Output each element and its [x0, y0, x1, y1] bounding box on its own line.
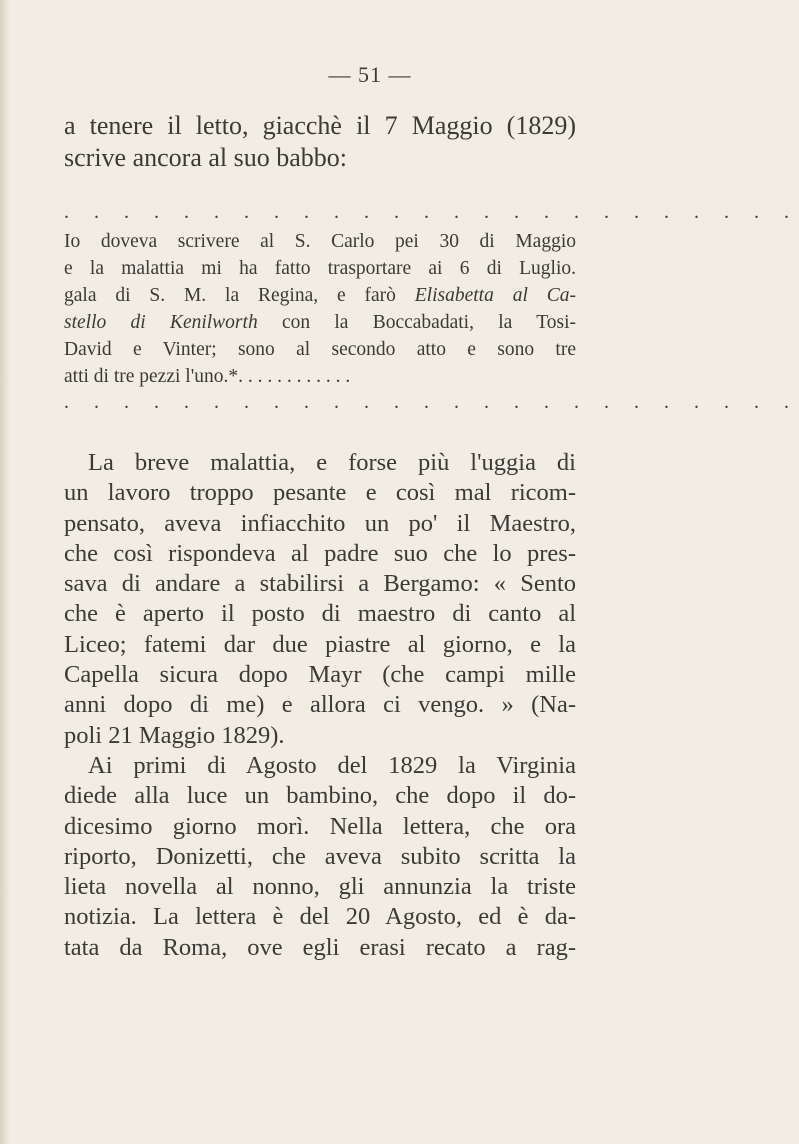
text-line: La breve malattia, e forse più l'uggia di [88, 449, 576, 476]
text-line: pensato, aveva infiacchito un po' il Maestro, [64, 509, 576, 537]
text-line: Ai primi di Agosto del 1829 la Virginia [88, 751, 576, 779]
text-line: poli 21 Maggio 1829). [64, 721, 285, 749]
opera-title: stello di Kenilworth [64, 312, 258, 333]
ellipsis-row-top: . . . . . . . . . . . . . . . . . . . . . . . . . [64, 201, 799, 223]
letter-line [64, 309, 576, 336]
ellipsis-row-bottom: . . . . . . . . . . . . . . . . . . . . . . . . . [64, 391, 799, 413]
text-line: tata da Roma, ove egli erasi recato a rag- [64, 933, 576, 961]
letter-line: atti di tre pezzi l'uno.*. . . . . . . . . . . . [64, 366, 351, 387]
letter-line: David e Vinter; sono al secondo atto e sono tre [64, 339, 576, 360]
text-line: un lavoro troppo pesante e così mal ricom- [64, 479, 576, 507]
text-line: riporto, Donizetti, che aveva subito scritta la [64, 842, 576, 870]
letter-line [64, 282, 576, 309]
text-line: anni dopo di me) e allora ci vengo. » (Na- [64, 691, 576, 719]
page-number: — 51 — [328, 62, 412, 87]
text-line: diede alla luce un bambino, che dopo il do- [64, 782, 576, 810]
text-line: sava di andare a stabilirsi a Bergamo: « Sento [64, 570, 576, 598]
paragraph-1 [64, 448, 576, 751]
intro-text [64, 110, 576, 174]
text-line: Capella sicura dopo Mayr (che campi mille [64, 661, 576, 689]
letter-text: con la Boccabadati, la Tosi- [281, 312, 576, 333]
text-line: scrive ancora al suo babbo: [64, 143, 348, 172]
text-line: che così rispondeva al padre suo che lo pres- [64, 539, 576, 567]
letter-quote [64, 228, 576, 390]
text-line: che è aperto il posto di maestro di canto al [64, 600, 576, 628]
text-line: notizia. La lettera è del 20 Agosto, ed è da- [64, 903, 576, 931]
letter-text: gala di S. M. la Regina, e farò [64, 285, 396, 306]
paragraph-2 [64, 751, 576, 963]
opera-title: Elisabetta al Ca- [414, 285, 576, 306]
text-line: a tenere il letto, giacchè il 7 Maggio (1829) [64, 111, 576, 140]
text-line: Liceo; fatemi dar due piastre al giorno, e la [64, 630, 576, 658]
body-paragraphs [64, 448, 576, 963]
letter-line: e la malattia mi ha fatto trasportare ai 6 di Luglio. [64, 258, 576, 279]
letter-line: Io doveva scrivere al S. Carlo pei 30 di Maggio [64, 231, 576, 252]
text-line: dicesimo giorno morì. Nella lettera, che ora [64, 812, 576, 840]
page-edge [0, 0, 10, 1144]
text-line: lieta novella al nonno, gli annunzia la triste [64, 873, 576, 901]
